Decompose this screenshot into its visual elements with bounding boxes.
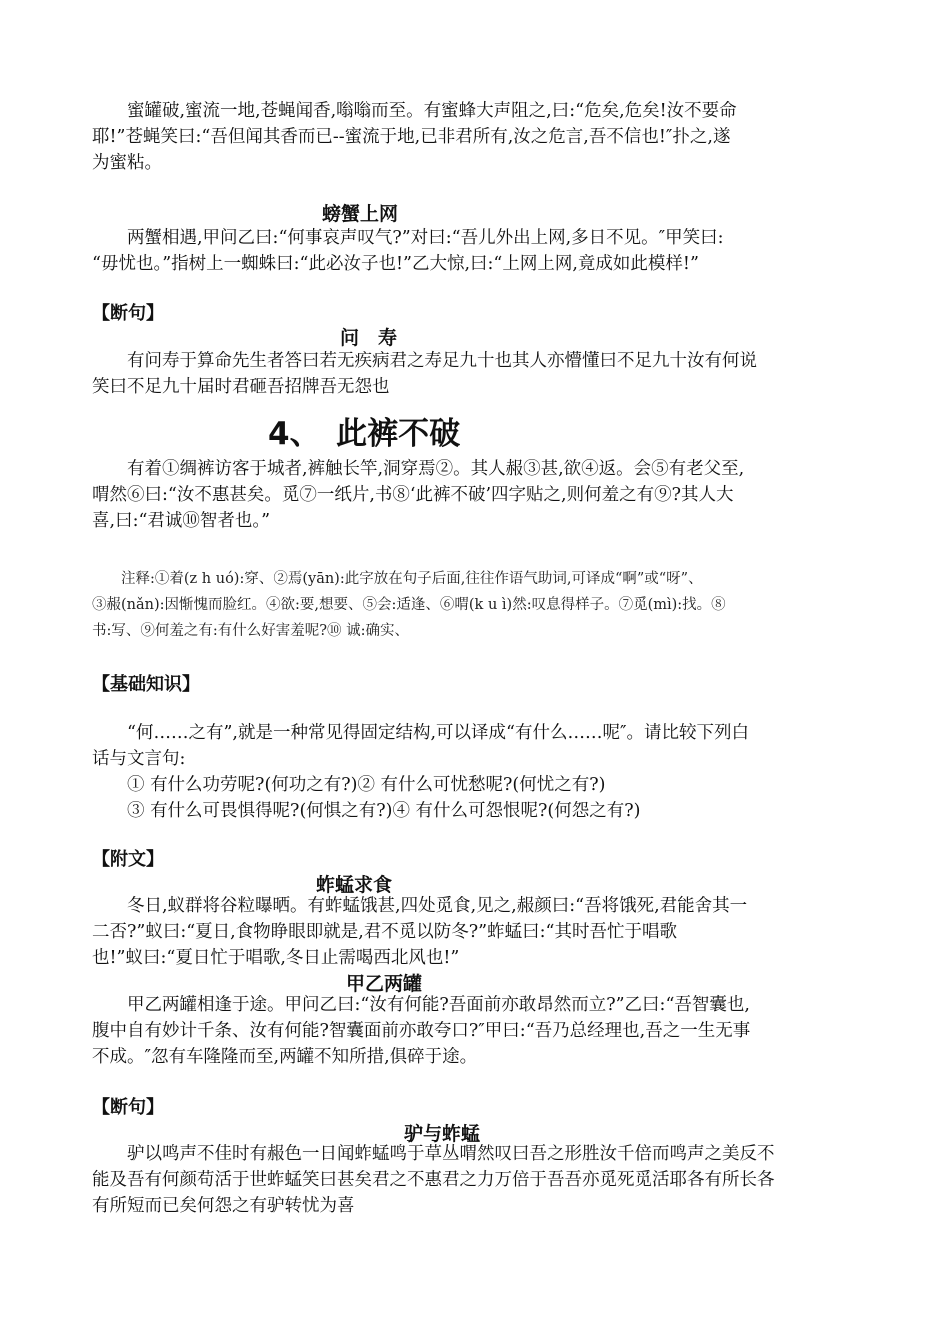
text-line: “毋忧也。”指树上一蜘蛛曰:“此必汝子也!”乙大惊,曰:“上网上网,竟成如此模样!” xyxy=(92,254,699,274)
paragraph-pants xyxy=(92,456,852,534)
text-line: 话与文言句: xyxy=(92,749,186,769)
paragraph-grasshopper xyxy=(92,893,852,971)
title-crab-online: 螃蟹上网 xyxy=(322,203,399,225)
paragraph-honey-jar xyxy=(92,98,852,176)
text-line: 能及吾有何颜苟活于世蚱蜢笑曰甚矣君之不惠君之力万倍于吾吾亦觅死觅活耶各有所长各 xyxy=(92,1170,775,1190)
text-line: 也!”蚁曰:“夏日忙于唱歌,冬日止需喝西北风也!” xyxy=(92,948,460,968)
paragraph-two-jars xyxy=(92,992,852,1070)
text-line: ③ 有什么可畏惧得呢?(何惧之有?)④ 有什么可怨恨呢?(何怨之有?) xyxy=(92,801,641,821)
paragraph-donkey-grasshopper xyxy=(92,1141,852,1219)
section-heading-appendix: 【附文】 xyxy=(92,849,164,870)
title-lesson-4: 4、 此裤不破 xyxy=(268,416,461,452)
text-line: 两蟹相遇,甲问乙曰:“何事哀声叹气?”对曰:“吾儿外出上网,多日不见。″甲笑曰: xyxy=(92,228,724,248)
text-line: 冬日,蚁群将谷粒曝晒。有蚱蜢饿甚,四处觅食,见之,赧颜曰:“吾将饿死,君能舍其一 xyxy=(92,896,748,916)
text-line: 腹中自有妙计千条、汝有何能?智囊面前亦敢夸口?″甲曰:“吾乃总经理也,吾之一生无事 xyxy=(92,1021,751,1041)
title-donkey-grasshopper: 驴与蚱蜢 xyxy=(404,1123,481,1145)
title-grasshopper: 蚱蜢求食 xyxy=(316,874,393,896)
text-line: 笑曰不足九十届时君砸吾招牌吾无怨也 xyxy=(92,377,390,397)
text-line: 有所短而已矣何怨之有驴转忧为喜 xyxy=(92,1196,355,1216)
paragraph-basics xyxy=(92,720,852,824)
text-line: ① 有什么功劳呢?(何功之有?)② 有什么可忧愁呢?(何忧之有?) xyxy=(92,775,606,795)
text-line: 二否?”蚁曰:“夏日,食物睁眼即就是,君不觅以防冬?”蚱蜢曰:“其时吾忙于唱歌 xyxy=(92,922,677,942)
text-line: 甲乙两罐相逢于途。甲问乙曰:“汝有何能?吾面前亦敢昂然而立?”乙曰:“吾智囊也, xyxy=(92,995,750,1015)
text-line: 不成。″忽有车隆隆而至,两罐不知所措,俱碎于途。 xyxy=(92,1047,478,1067)
note-line: ③赧(nǎn):因惭愧而脸红。④欲:要,想要、⑤会:适逢、⑥喟(k u ì)然:叹息得样子。⑦觅(mì):找。⑧ xyxy=(92,597,726,613)
text-line: 有着①绸裤访客于城者,裤触长竿,洞穿焉②。其人赧③甚,欲④返。会⑤有老父至, xyxy=(92,459,745,479)
text-line: 有问寿于算命先生者答曰若无疾病君之寿足九十也其人亦懵懂曰不足九十汝有何说 xyxy=(92,351,757,371)
text-line: 喜,曰:“君诚⑩智者也。” xyxy=(92,511,271,531)
paragraph-crab-online xyxy=(92,225,852,277)
section-heading-punctuation-2: 【断句】 xyxy=(92,1097,164,1118)
note-line: 书:写、⑨何羞之有:有什么好害羞呢?⑩ 诚:确实、 xyxy=(92,623,410,639)
text-line: “何……之有”,就是一种常见得固定结构,可以译成“有什么……呢″。请比较下列白 xyxy=(92,723,749,743)
text-line: 耶!”苍蝇笑曰:“吾但闻其香而已--蜜流于地,已非君所有,汝之危言,吾不信也!″扑之,遂 xyxy=(92,127,731,147)
note-line: 注释:①着(z h uó):穿、②焉(yān):此字放在句子后面,往往作语气助词,可译成“啊”或“呀”、 xyxy=(92,571,703,587)
paragraph-ask-longevity xyxy=(92,348,852,400)
text-line: 喟然⑥曰:“汝不惠甚矣。觅⑦一纸片,书⑧‘此裤不破’四字贴之,则何羞之有⑨?其人大 xyxy=(92,485,734,505)
title-two-jars: 甲乙两罐 xyxy=(346,973,423,995)
section-heading-punctuation-1: 【断句】 xyxy=(92,303,164,324)
section-heading-basics: 【基础知识】 xyxy=(92,674,200,695)
text-line: 蜜罐破,蜜流一地,苍蝇闻香,嗡嗡而至。有蜜蜂大声阻之,曰:“危矣,危矣!汝不要命 xyxy=(92,101,737,121)
title-ask-longevity: 问 寿 xyxy=(340,327,398,349)
text-line: 为蜜粘。 xyxy=(92,153,162,173)
annotations xyxy=(92,566,872,644)
text-line: 驴以鸣声不佳时有赧色一日闻蚱蜢鸣于草丛喟然叹曰吾之形胜汝千倍而鸣声之美反不 xyxy=(92,1144,775,1164)
